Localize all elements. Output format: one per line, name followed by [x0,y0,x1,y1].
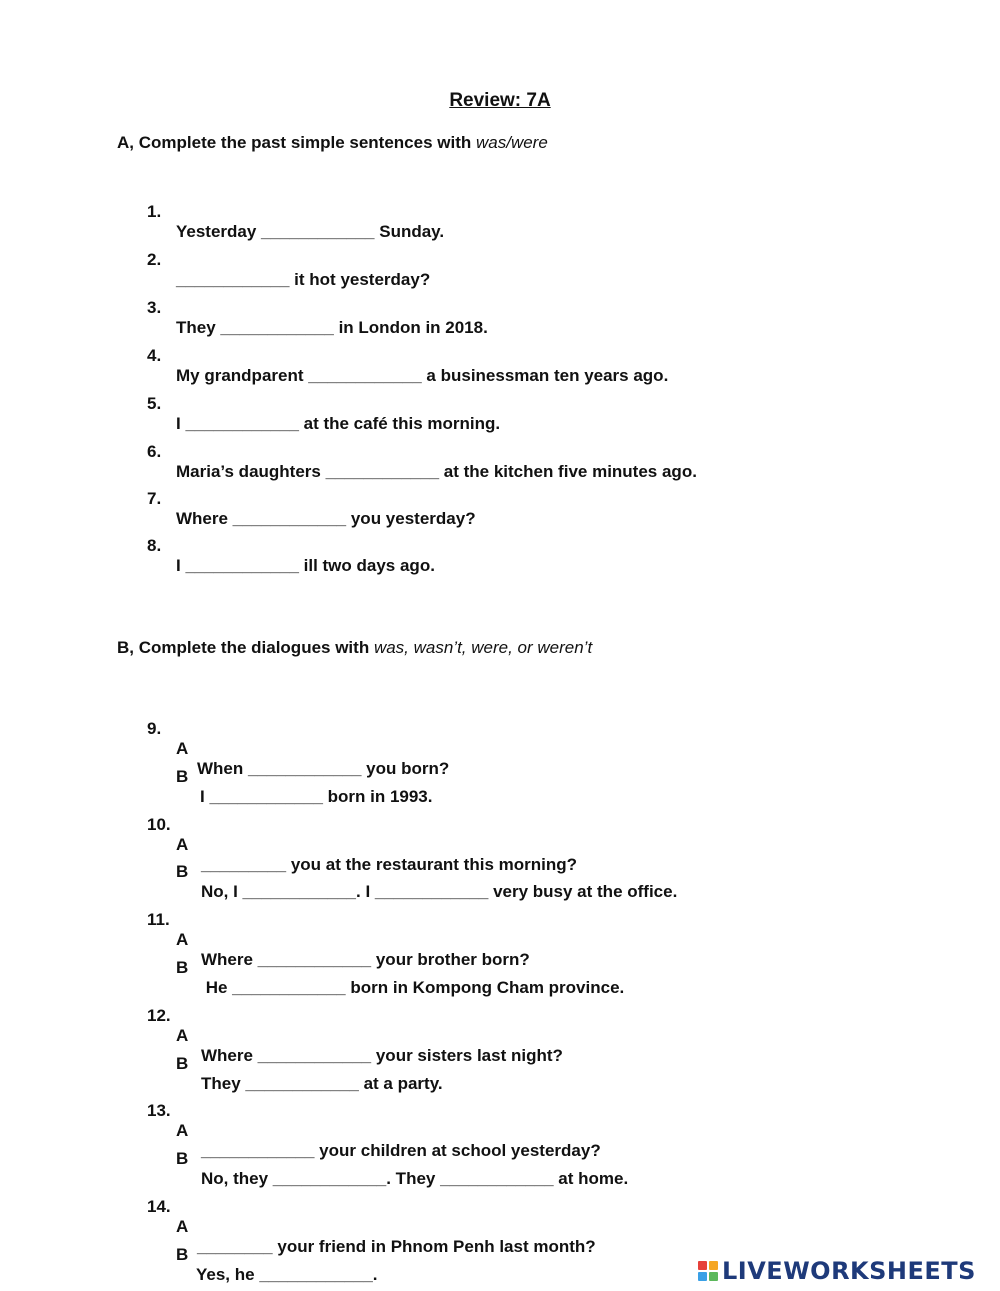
speaker-a-label: A [176,930,189,949]
item-text[interactable]: Yesterday ____________ Sunday. [176,222,445,241]
item-text[interactable]: They ____________ in London in 2018. [176,318,488,337]
item-text[interactable]: I ____________ ill two days ago. [176,556,435,575]
dialogue-text[interactable]: No, they ____________. They ____________ at home. [201,1169,629,1188]
speaker-a-label: A [176,739,189,758]
item-number: 8. [147,536,162,555]
section-a-heading [117,133,548,153]
speaker-b-label: B [176,1149,189,1168]
section-b-italic: was, wasn’t, were, or weren’t [373,638,593,657]
item-number: 12. [147,1006,171,1025]
dialogue-text[interactable]: ____________ your children at school yesterday? [201,1141,601,1160]
item-number: 4. [147,346,162,365]
dialogue-text[interactable]: Where ____________ your sisters last night? [201,1046,563,1065]
item-number: 1. [147,202,162,221]
item-number: 9. [147,719,162,738]
item-number: 2. [147,250,162,269]
logo-block [709,1261,718,1270]
speaker-a-label: A [176,835,189,854]
dialogue-text[interactable]: They ____________ at a party. [201,1074,443,1093]
dialogue-text[interactable]: No, I ____________. I ____________ very busy at the office. [201,882,678,901]
dialogue-text[interactable]: When ____________ you born? [197,759,450,778]
speaker-b-label: B [176,958,189,977]
dialogue-text[interactable]: ________ your friend in Phnom Penh last month? [197,1237,596,1256]
section-a-instruction: Complete the past simple sentences with [138,133,472,152]
logo-blocks-icon [698,1261,718,1281]
dialogue-text[interactable]: Where ____________ your brother born? [201,950,530,969]
section-b-instruction: Complete the dialogues with [138,638,370,657]
dialogue-text[interactable]: I ____________ born in 1993. [200,787,433,806]
speaker-b-label: B [176,767,189,786]
item-number: 14. [147,1197,171,1216]
item-text[interactable]: Where ____________ you yesterday? [176,509,476,528]
item-number: 6. [147,442,162,461]
item-number: 11. [147,910,170,929]
logo-block [698,1272,707,1281]
page-title: Review: 7A [449,90,551,111]
dialogue-text[interactable]: He ____________ born in Kompong Cham province. [201,978,625,997]
section-b-heading [117,638,592,658]
item-text[interactable]: I ____________ at the café this morning. [176,414,501,433]
item-number: 5. [147,394,162,413]
speaker-a-label: A [176,1026,189,1045]
section-a-prefix: A, [117,133,134,152]
speaker-b-label: B [176,1245,189,1264]
dialogue-text[interactable]: _________ you at the restaurant this morning? [201,855,578,874]
item-number: 13. [147,1101,171,1120]
speaker-a-label: A [176,1217,189,1236]
logo-block [709,1272,718,1281]
section-a-italic: was/were [476,133,548,152]
speaker-b-label: B [176,1054,189,1073]
logo-block [698,1261,707,1270]
item-number: 3. [147,298,162,317]
section-b-prefix: B, [117,638,134,657]
item-number: 7. [147,489,162,508]
liveworksheets-logo [698,1256,976,1286]
speaker-a-label: A [176,1121,189,1140]
dialogue-text[interactable]: Yes, he ____________. [196,1265,378,1284]
speaker-b-label: B [176,862,189,881]
item-number: 10. [147,815,171,834]
item-text[interactable]: ____________ it hot yesterday? [176,270,431,289]
item-text[interactable]: Maria’s daughters ____________ at the kitchen five minutes ago. [176,462,697,481]
logo-text: LIVEWORKSHEETS [722,1257,976,1285]
item-text[interactable]: My grandparent ____________ a businessman ten years ago. [176,366,669,385]
dialogue-line-b [0,1225,378,1285]
